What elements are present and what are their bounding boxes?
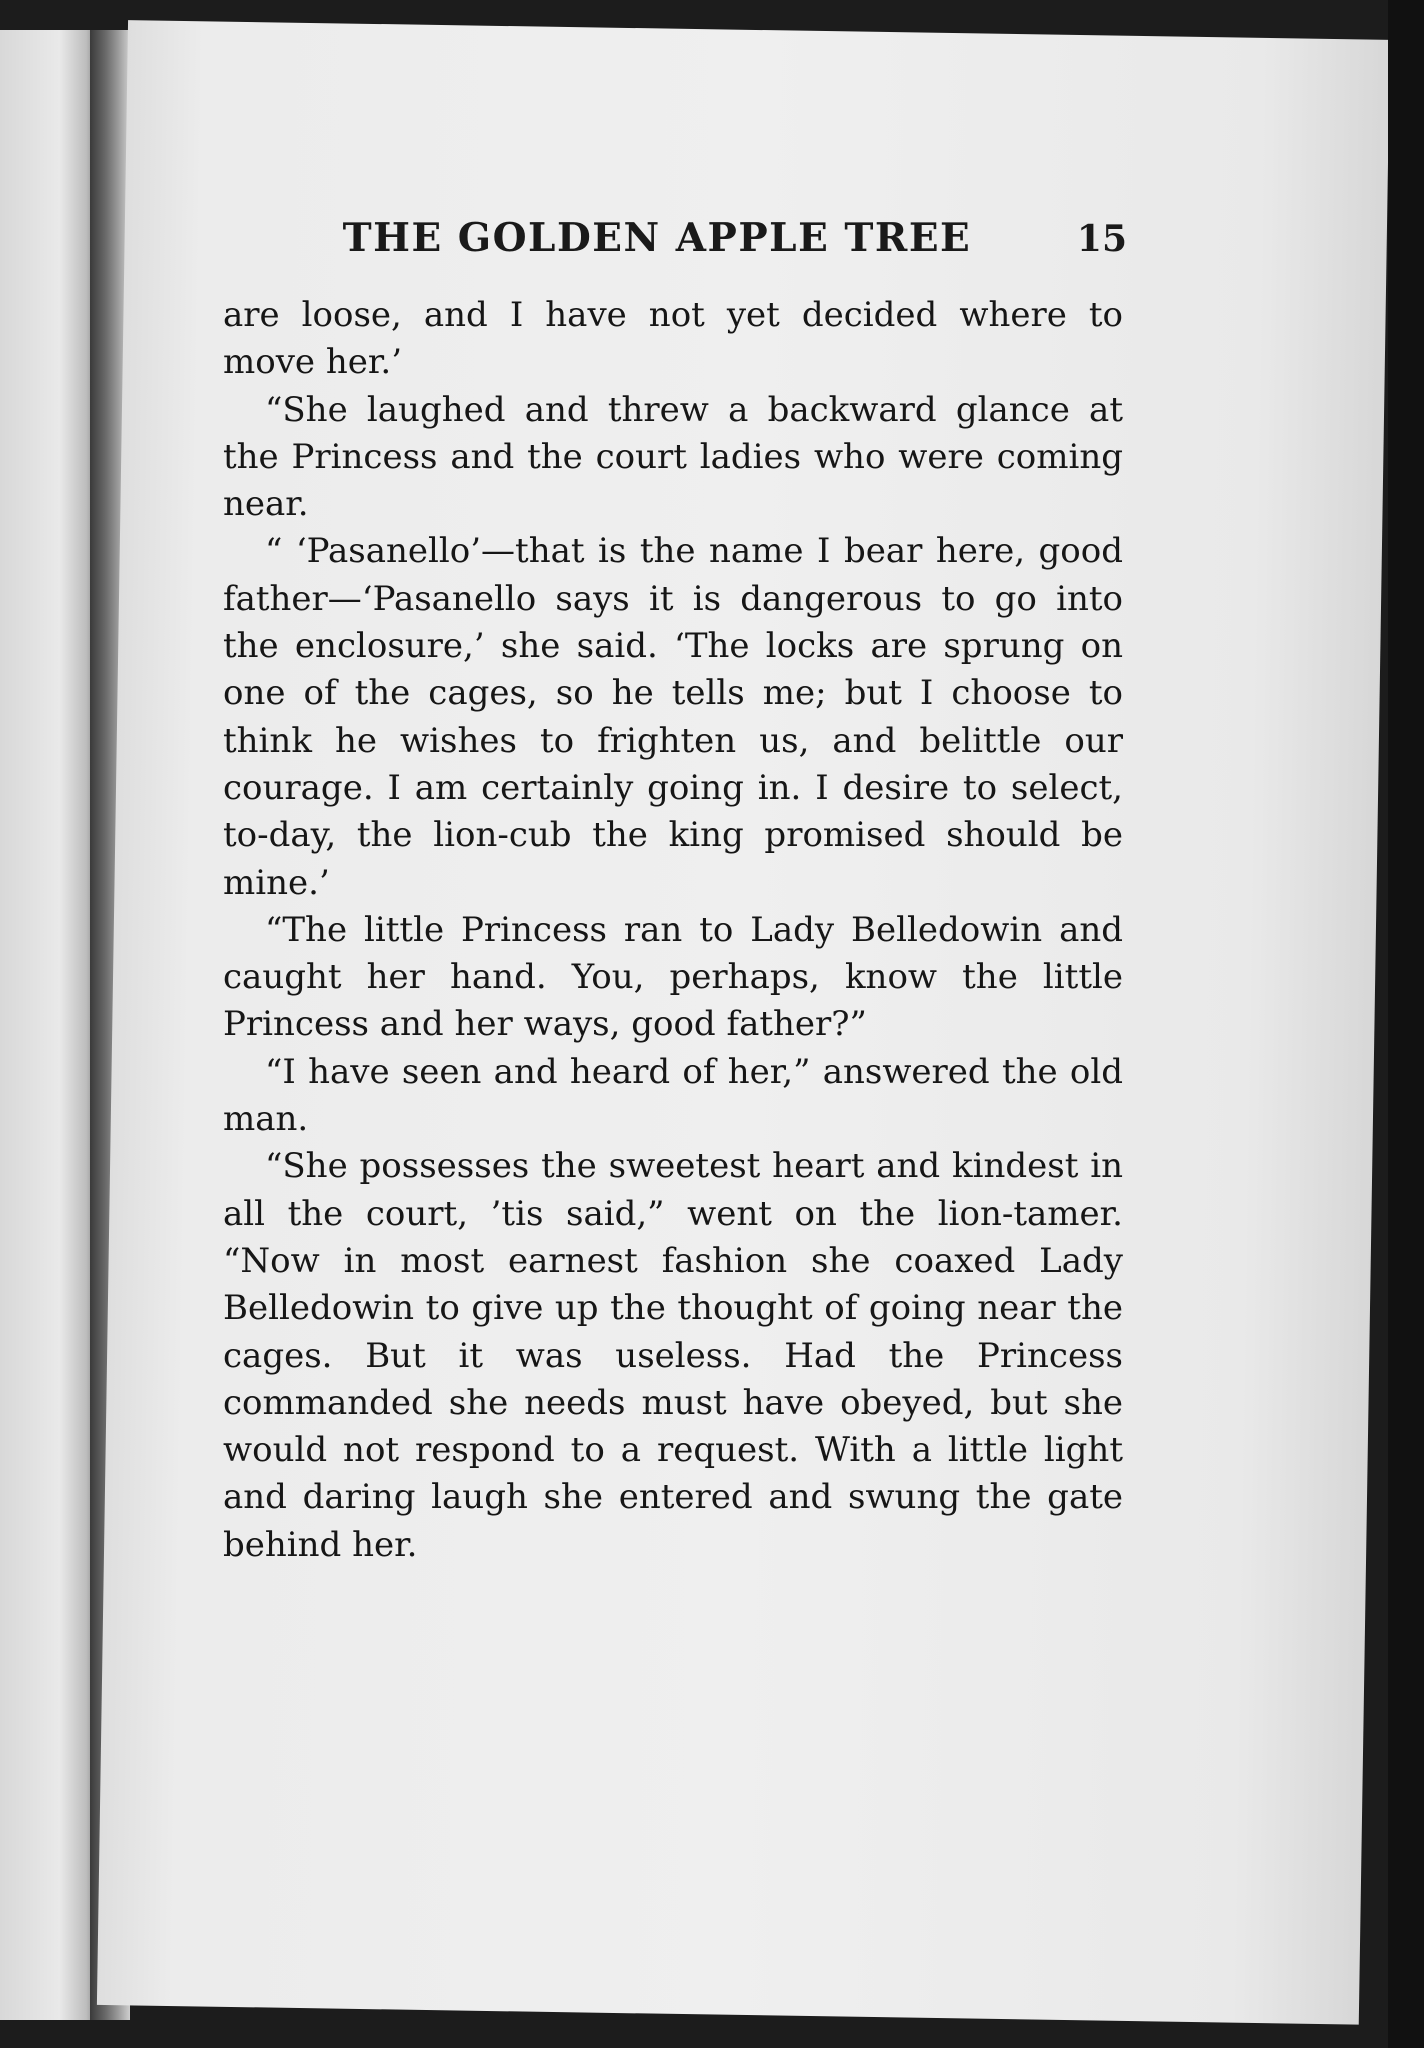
paragraph: “ ‘Pasanello’—that is the name I bear here, good father—‘Pasanello says it is dangerous to go into the enclosure,’ she said. ‘The locks are sprung on one of the cages, so he tells me; but I choose to think he wishes to frighten us, and belittle our courage. I am certainly going in. I desire to select, to-day, the lion-cub the king promised should be mine.’ — [223, 531, 1123, 903]
paragraph: “She possesses the sweetest heart and kindest in all the court, ’tis said,” went on the lion-tamer. “Now in most earnest fashion she coaxed Lady Belledowin to give up the thought of going near the cages. But it was useless. Had the Princess commanded she needs must have obeyed, but she would not respond to a request. With a little light and daring laugh she entered and swung the gate behind her. — [223, 1146, 1123, 1565]
paragraph: “I have seen and heard of her,” answered the old man. — [223, 1051, 1123, 1140]
body-text — [223, 292, 1123, 1569]
running-title: THE GOLDEN APPLE TREE — [342, 215, 972, 261]
paragraph: “The little Princess ran to Lady Belledowin and caught her hand. You, perhaps, know the little Princess and her ways, good father?” — [223, 909, 1123, 1045]
page-number: 15 — [1076, 218, 1127, 260]
paragraph: “She laughed and threw a backward glance at the Princess and the court ladies who were coming near. — [223, 389, 1123, 525]
scan-border — [1388, 0, 1424, 2048]
running-head — [227, 215, 1127, 275]
paragraph: are loose, and I have not yet decided where to move her.’ — [223, 295, 1123, 383]
